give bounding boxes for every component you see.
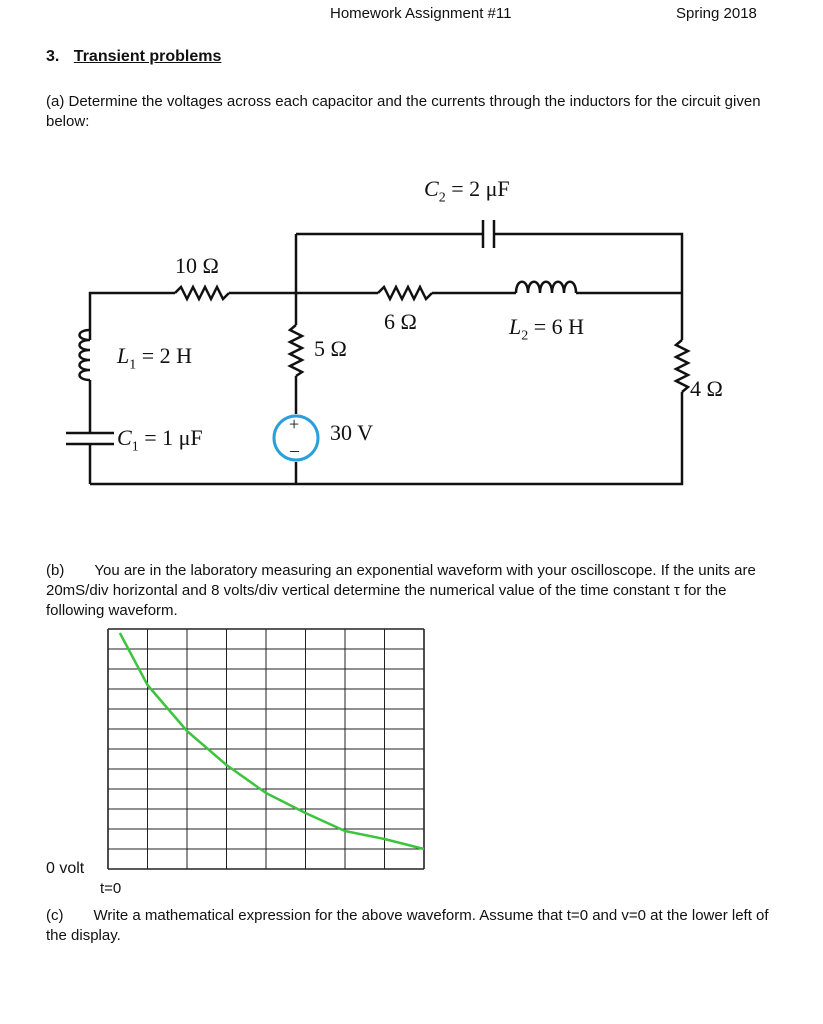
problem-number: 3. [46,48,60,65]
resistor-10ohm [175,287,229,299]
label-r10: 10 Ω [175,253,219,278]
part-c-text [46,906,776,946]
header-term: Spring 2018 [676,5,757,22]
resistor-4ohm [676,340,688,392]
inductor-l1 [80,330,91,380]
inductor-l2 [516,282,576,293]
wire-left-top [90,293,175,340]
part-c-label: (c) [46,907,64,924]
part-b-text [46,561,776,621]
source-minus-icon: – [290,440,299,460]
label-source: 30 V [330,420,373,445]
label-r6: 6 Ω [384,309,417,334]
source-plus-icon: + [289,414,300,434]
label-r4: 4 Ω [690,376,723,401]
part-b-body: You are in the laboratory measuring an exponential waveform with your oscilloscope. If the units are 20mS/div horizontal and 8 volts/div vertical determine the numerical value of the time constant τ for the following waveform. [46,562,756,619]
label-r5: 5 Ω [314,336,347,361]
oscilloscope-display [107,628,425,870]
t0-label: t=0 [100,880,122,897]
waveform-trace [120,633,424,849]
zero-volt-label: 0 volt [46,860,85,877]
resistor-6ohm [378,287,432,299]
label-l2: $L_2 = 6$ H [509,314,585,344]
label-c2: $C_2 = 2$ μF [424,176,510,206]
part-c-body: Write a mathematical expression for the above waveform. Assume that t=0 and v=0 at the lower left of the display. [46,907,769,944]
part-a-text: (a) Determine the voltages across each capacitor and the currents through the inductors for the circuit given below: [46,93,761,130]
problem-title: Transient problems [73,48,222,65]
resistor-5ohm [290,325,302,376]
part-b-label: (b) [46,562,65,579]
header-title: Homework Assignment #11 [330,5,512,22]
label-l1: $L_1 = 2$ H [117,343,193,373]
label-c1: $C_1 = 1$ μF [117,425,203,455]
